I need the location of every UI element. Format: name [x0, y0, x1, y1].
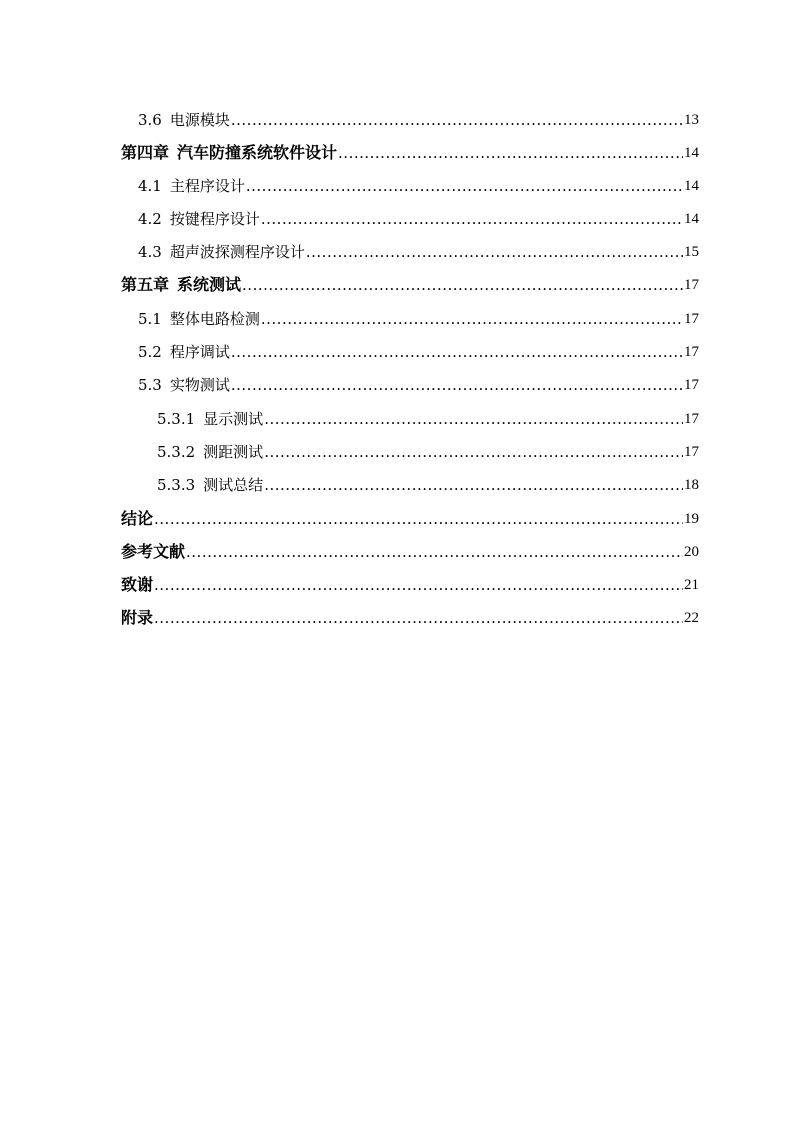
toc-entry-chapter-5[interactable]: [121, 269, 699, 295]
toc-entry-label: 5.2 程序调试: [138, 343, 230, 361]
toc-entry-label: 第四章 汽车防撞系统软件设计: [121, 143, 338, 162]
toc-entry-label: 4.1 主程序设计: [138, 177, 245, 195]
toc-entry-label: 参考文献: [121, 542, 186, 561]
toc-leader-dots: [261, 309, 683, 329]
toc-page-number: 20: [684, 544, 699, 560]
toc-entry-5-3[interactable]: [121, 369, 699, 395]
toc-entry-appendix[interactable]: [121, 602, 699, 628]
toc-page-number: 18: [684, 477, 699, 493]
toc-page-number: 22: [684, 610, 699, 626]
toc-leader-dots: [264, 475, 683, 495]
toc-entry-label: 结论: [121, 509, 154, 528]
toc-page-number: 17: [684, 444, 699, 460]
toc-page-number: 13: [684, 112, 699, 128]
toc-entry-label: 4.3 超声波探测程序设计: [138, 243, 305, 261]
toc-entry-4-3[interactable]: [121, 236, 699, 262]
toc-entry-chapter-4[interactable]: [121, 137, 699, 163]
toc-entry-label: 5.3 实物测试: [138, 376, 230, 394]
toc-entry-references[interactable]: [121, 536, 699, 562]
toc-entry-4-2[interactable]: [121, 203, 699, 229]
toc-entry-label: 5.3.3 测试总结: [157, 476, 264, 494]
toc-page-number: 15: [684, 244, 699, 260]
toc-leader-dots: [154, 509, 683, 529]
toc-entry-label: 附录: [121, 608, 154, 627]
toc-page-number: 19: [684, 511, 699, 527]
toc-leader-dots: [186, 542, 683, 562]
toc-leader-dots: [264, 442, 683, 462]
toc-entry-label: 3.6 电源模块: [138, 111, 230, 129]
toc-leader-dots: [231, 342, 683, 362]
toc-entry-5-2[interactable]: [121, 336, 699, 362]
toc-entry-label: 4.2 按键程序设计: [138, 210, 260, 228]
toc-entry-3-6[interactable]: [121, 104, 699, 130]
toc-page-number: 14: [684, 145, 699, 161]
toc-entry-5-1[interactable]: [121, 303, 699, 329]
toc-leader-dots: [246, 176, 683, 196]
toc-leader-dots: [261, 209, 683, 229]
toc-page-number: 14: [684, 178, 699, 194]
toc-leader-dots: [231, 110, 683, 130]
toc-entry-label: 第五章 系统测试: [121, 275, 242, 294]
toc-leader-dots: [242, 275, 683, 295]
toc-leader-dots: [264, 409, 683, 429]
toc-entry-4-1[interactable]: [121, 170, 699, 196]
toc-entry-label: 5.3.2 测距测试: [157, 443, 264, 461]
toc-leader-dots: [154, 608, 683, 628]
toc-page-number: 21: [684, 577, 699, 593]
toc-entry-label: 5.3.1 显示测试: [157, 410, 264, 428]
toc-entry-5-3-3[interactable]: [121, 469, 699, 495]
toc-leader-dots: [338, 143, 683, 163]
toc-page-number: 14: [684, 211, 699, 227]
toc-page-number: 17: [684, 411, 699, 427]
toc-page-number: 17: [684, 377, 699, 393]
toc-leader-dots: [154, 575, 683, 595]
toc-entry-label: 5.1 整体电路检测: [138, 310, 260, 328]
toc-entry-5-3-2[interactable]: [121, 436, 699, 462]
toc-entry-5-3-1[interactable]: [121, 403, 699, 429]
toc-entry-label: 致谢: [121, 575, 154, 594]
toc-page-number: 17: [684, 311, 699, 327]
toc-entry-conclusion[interactable]: [121, 503, 699, 529]
toc-entry-acknowledgements[interactable]: [121, 569, 699, 595]
toc-leader-dots: [306, 242, 683, 262]
toc-page-number: 17: [684, 344, 699, 360]
toc-page-number: 17: [684, 277, 699, 293]
toc-leader-dots: [231, 375, 683, 395]
